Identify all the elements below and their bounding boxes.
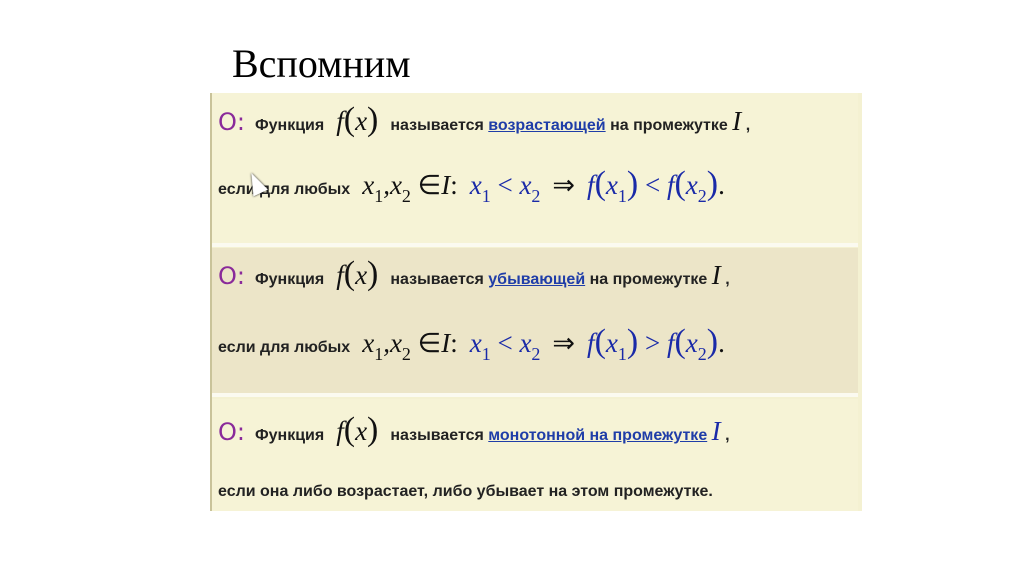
definition-label: О:: [218, 262, 245, 290]
word-function: Функция: [254, 427, 325, 444]
interval-I: I: [711, 260, 721, 290]
divider: [212, 243, 858, 247]
term-decreasing-link[interactable]: убывающей: [488, 271, 586, 288]
monotonic-explanation: если она либо возрастает, либо убывает на этом промежутке.: [218, 483, 713, 500]
definition-label: О:: [218, 418, 245, 446]
result-expression: $f(x_1) > f(x_2)$: [587, 323, 719, 364]
comma: ,: [725, 271, 730, 288]
def1-line2: [218, 165, 725, 206]
period: .: [718, 328, 725, 358]
word-called: называется: [390, 271, 484, 288]
term-monotonic-link[interactable]: монотонной на промежутке: [488, 427, 708, 444]
function-f: f(x): [336, 255, 379, 292]
implies-sign: ⇒: [552, 328, 576, 358]
definitions-panel: [210, 93, 862, 511]
if-any-text: если для любых: [218, 339, 351, 356]
interval-I: I: [711, 416, 721, 446]
comma: ,: [725, 427, 730, 444]
term-increasing-link[interactable]: возрастающей: [488, 117, 606, 134]
condition-expression: $x_1 < x_2$: [469, 328, 541, 364]
period: .: [718, 170, 725, 200]
word-function: Функция: [254, 117, 325, 134]
word-called: называется: [390, 117, 484, 134]
interval-I: I: [732, 106, 742, 136]
def3-line1: [218, 411, 730, 449]
on-interval: на промежутке: [589, 271, 708, 288]
x1-x2-in-I: $x_1,x_2$ ∈I:: [362, 328, 458, 364]
function-f: f(x): [336, 411, 379, 448]
comma: ,: [745, 117, 751, 134]
function-f: f(x): [336, 101, 379, 138]
implies-sign: ⇒: [552, 170, 576, 200]
x1-x2-in-I: $x_1,x_2$ ∈I:: [362, 170, 458, 206]
word-function: Функция: [254, 271, 325, 288]
condition-expression: $x_1 < x_2$: [469, 170, 541, 206]
def1-line1: [218, 101, 750, 139]
slide-title: Вспомним: [232, 41, 411, 86]
if-any-text: если для любых: [218, 181, 351, 198]
divider: [212, 393, 858, 397]
result-expression: $f(x_1) < f(x_2)$: [587, 165, 719, 206]
on-interval: на промежутке: [610, 117, 728, 134]
def2-line2: [218, 323, 725, 364]
word-called: называется: [390, 427, 484, 444]
def2-line1: [218, 255, 730, 293]
definition-label: О:: [218, 108, 245, 136]
def3-line2: [218, 483, 713, 501]
